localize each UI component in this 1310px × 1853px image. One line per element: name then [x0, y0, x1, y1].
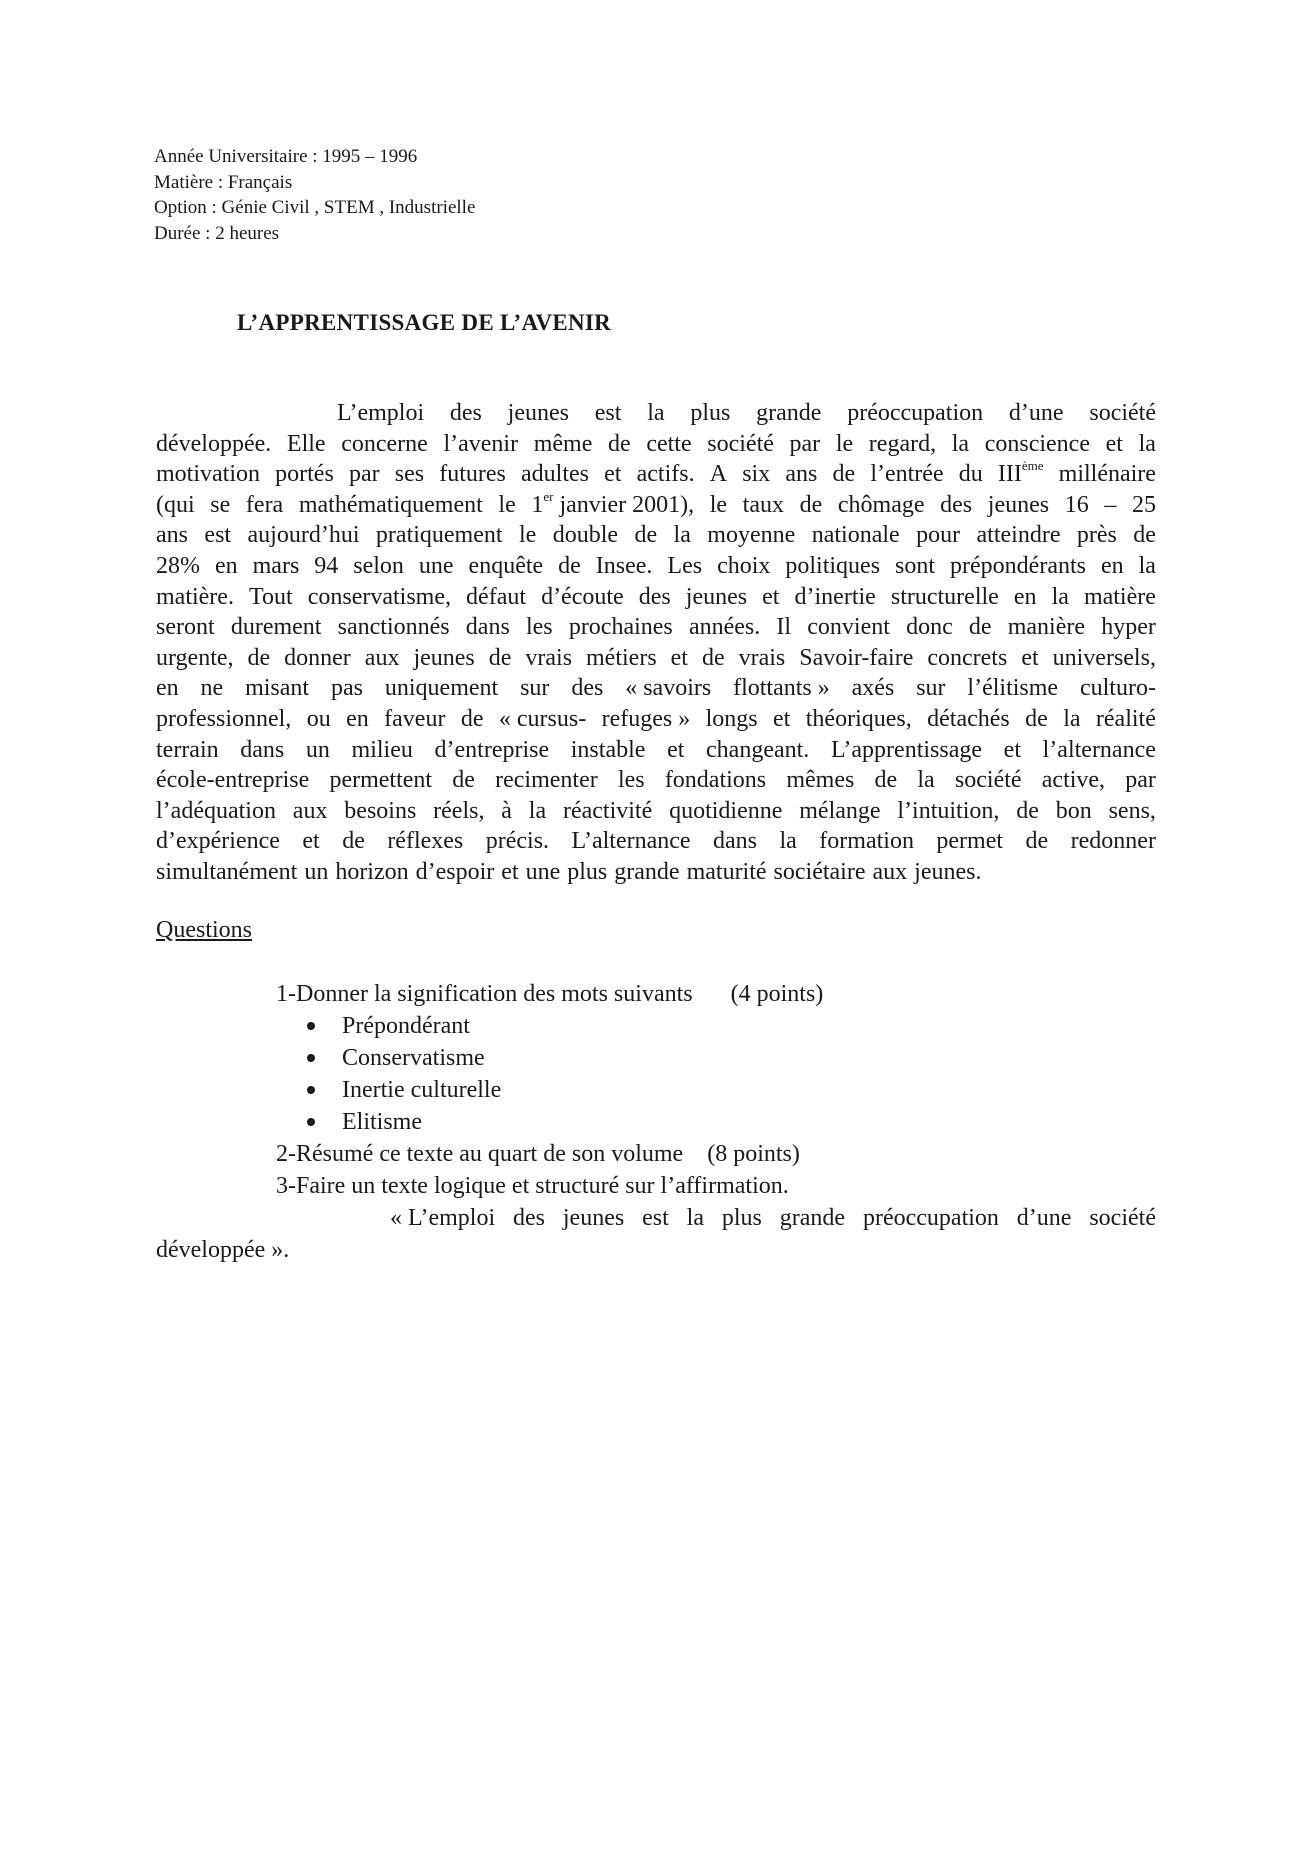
word: donner: [284, 644, 351, 671]
word: la: [528, 797, 547, 824]
questions-heading: Questions: [156, 917, 252, 943]
word: et: [670, 644, 688, 671]
paragraph-line: [156, 704, 1156, 735]
quote-word: plus: [721, 1205, 762, 1231]
word: et: [1105, 430, 1123, 457]
word: la: [1138, 430, 1156, 457]
word: l’avenir: [443, 430, 519, 457]
word: de: [488, 644, 512, 671]
main-paragraph: [156, 398, 1156, 888]
word: Les: [667, 552, 703, 579]
word: des: [571, 675, 604, 702]
word: de: [452, 767, 475, 794]
word: sanctionnés: [337, 614, 450, 641]
word: sur: [520, 675, 550, 702]
word: et: [1003, 736, 1021, 763]
word: cette: [646, 430, 692, 457]
word: d’inertie: [794, 583, 876, 610]
word: et: [667, 736, 685, 763]
quote-word: d’une: [1016, 1205, 1072, 1231]
paragraph-line: [156, 673, 1156, 704]
word: et: [501, 858, 519, 885]
word: par: [789, 430, 821, 457]
duration: Durée : 2 heures: [154, 222, 280, 244]
word: conservatisme,: [307, 583, 451, 610]
question-1-text: 1-Donner la signification des mots suivants: [276, 981, 693, 1007]
word: Insee.: [595, 552, 653, 579]
word: mars: [252, 552, 300, 579]
word: grande: [756, 400, 822, 426]
word: A: [709, 461, 728, 488]
word: pratiquement: [375, 522, 503, 549]
word: refuges »: [601, 705, 691, 732]
word: par: [1125, 767, 1156, 794]
word: des: [940, 491, 973, 518]
word: la: [647, 400, 665, 426]
word: nationale: [811, 522, 900, 549]
word: double: [552, 522, 619, 549]
bullet-icon: [307, 1054, 315, 1062]
word: ans: [785, 461, 818, 488]
bullet-icon: [307, 1118, 315, 1126]
word: d’entreprise: [434, 736, 550, 763]
word: vrais: [525, 644, 573, 671]
word: Il: [776, 614, 792, 641]
word: jeunes: [507, 400, 569, 426]
word: actifs.: [636, 461, 695, 488]
word: matière: [1083, 583, 1156, 610]
word: misant: [245, 675, 310, 702]
word: d’espoir: [415, 858, 495, 885]
word: concrets: [927, 644, 1008, 671]
word: la: [779, 828, 797, 855]
academic-year: Année Universitaire : 1995 – 1996: [154, 146, 418, 167]
word: mathématiquement: [298, 491, 483, 518]
word: de: [968, 614, 992, 641]
word: réalité: [1095, 705, 1156, 732]
word: de: [247, 644, 271, 671]
word: recimenter: [495, 767, 598, 794]
word: l’entrée: [870, 461, 944, 488]
word: des: [638, 583, 671, 610]
word: portés: [275, 461, 334, 488]
word: de: [460, 705, 484, 732]
word: enquête: [468, 552, 544, 579]
word: universels,: [1052, 644, 1156, 671]
millennium-numeral: IIIème: [997, 458, 1044, 488]
word: –: [1104, 491, 1117, 518]
word: grande: [614, 858, 680, 885]
word: société: [707, 430, 774, 457]
word: maturité: [686, 858, 767, 885]
bullet-item: [276, 1042, 823, 1074]
bullet-item: [276, 1074, 823, 1106]
word: bon: [1055, 797, 1092, 824]
paragraph-line: [156, 826, 1156, 857]
word: fera: [245, 491, 284, 518]
word: le: [498, 491, 516, 518]
word: « cursus-: [498, 705, 587, 732]
paragraph-line: [156, 490, 1156, 521]
question-2-text: 2-Résumé ce texte au quart de son volume: [276, 1141, 684, 1167]
word: donc: [906, 614, 953, 641]
question-3: 3-Faire un texte logique et structuré sur l’affirmation.: [276, 1173, 789, 1199]
paragraph-line: [156, 612, 1156, 643]
word: active,: [1041, 767, 1106, 794]
word: de: [558, 552, 581, 579]
subject: Matière : Français: [154, 171, 293, 193]
word: matière.: [156, 583, 234, 610]
word: un: [304, 858, 329, 885]
questions-list: [276, 978, 823, 1202]
word: selon: [353, 552, 404, 579]
word: aux: [872, 858, 908, 885]
word: concerne: [341, 430, 428, 457]
word: société: [954, 767, 1022, 794]
word: près: [1076, 522, 1117, 549]
bullet-item: [276, 1010, 823, 1042]
word: la: [1051, 583, 1069, 610]
word: pour: [916, 522, 961, 549]
quote-end: développée ».: [156, 1237, 290, 1263]
word: flottants »: [733, 675, 830, 702]
word: mélange: [799, 797, 881, 824]
date-ordinal: 1er janvier 2001),: [531, 488, 695, 518]
word: en: [214, 552, 238, 579]
word: Savoir-faire: [799, 644, 914, 671]
word: défaut: [466, 583, 527, 610]
word: convient: [807, 614, 890, 641]
word: à: [501, 797, 512, 824]
quote-word: jeunes: [562, 1205, 625, 1231]
word: d’écoute: [541, 583, 624, 610]
exam-header: [154, 144, 475, 246]
word: est: [594, 400, 622, 426]
word: l’élitisme: [967, 675, 1059, 702]
word: d’une: [1008, 400, 1064, 426]
word: années.: [688, 614, 761, 641]
quote-word: des: [513, 1205, 545, 1231]
word: du: [958, 461, 983, 488]
quote-line: [156, 1202, 1156, 1234]
word: de: [634, 522, 658, 549]
word: vrais: [738, 644, 786, 671]
word: l’adéquation: [156, 797, 276, 824]
word: fondations: [664, 767, 767, 794]
word: pas: [330, 675, 363, 702]
word: hyper: [1101, 614, 1156, 641]
word: métiers: [586, 644, 657, 671]
word: 25: [1131, 491, 1156, 518]
word: prochaines: [568, 614, 673, 641]
word: de: [342, 828, 365, 855]
word: faveur: [384, 705, 446, 732]
word: de: [874, 767, 898, 794]
word: et: [773, 705, 791, 732]
word: réels,: [433, 797, 485, 824]
word: longs: [705, 705, 758, 732]
word: en: [1100, 552, 1124, 579]
word: quotidienne: [669, 797, 783, 824]
word: jeunes: [413, 644, 475, 671]
word: dans: [240, 736, 285, 763]
word: de: [832, 461, 856, 488]
word: culturo-: [1079, 675, 1156, 702]
word: l’alternance: [1042, 736, 1156, 763]
paragraph-line: [156, 459, 1156, 490]
word: uniquement: [384, 675, 499, 702]
word: le: [518, 522, 537, 549]
document-title: L’APPRENTISSAGE DE L’AVENIR: [237, 310, 612, 335]
word: professionnel,: [156, 705, 292, 732]
word: sont: [895, 552, 936, 579]
word: en: [346, 705, 369, 732]
word: ans: [156, 522, 188, 549]
word: aux: [292, 797, 328, 824]
word: société: [1089, 400, 1156, 426]
bullet-icon: [307, 1086, 315, 1094]
word: (qui: [156, 491, 195, 518]
word: atteindre: [976, 522, 1061, 549]
word: changeant.: [706, 736, 810, 763]
word: conscience: [984, 430, 1090, 457]
word: permet: [936, 828, 1004, 855]
word: les: [525, 614, 553, 641]
paragraph-line: [156, 398, 1156, 429]
bullet-label: Conservatisme: [342, 1045, 485, 1071]
word: 28%: [156, 552, 200, 579]
word: ou: [306, 705, 331, 732]
word: « savoirs: [625, 675, 712, 702]
paragraph-line: [156, 857, 1156, 888]
word: futures: [439, 461, 506, 488]
word: motivation: [156, 461, 260, 488]
bullet-label: Prépondérant: [342, 1013, 470, 1039]
word: formation: [819, 828, 914, 855]
word: la: [951, 430, 970, 457]
word: millénaire: [1058, 461, 1156, 488]
word: milieu: [351, 736, 413, 763]
word: mêmes: [786, 767, 855, 794]
word: besoins: [344, 797, 417, 824]
word: urgente,: [156, 644, 234, 671]
word: axés: [851, 675, 895, 702]
word: manière: [1007, 614, 1086, 641]
question-2-points: (8 points): [707, 1141, 800, 1167]
word: sur: [916, 675, 946, 702]
word: de: [799, 491, 823, 518]
question-1: [276, 978, 823, 1010]
word: même: [533, 430, 593, 457]
paragraph-line: [156, 765, 1156, 796]
word: précis.: [485, 828, 550, 855]
word: dans: [465, 614, 510, 641]
word: 16: [1064, 491, 1089, 518]
question-1-points: (4 points): [730, 981, 824, 1007]
word: moyenne: [707, 522, 796, 549]
question-2: [276, 1138, 823, 1170]
word: réactivité: [562, 797, 653, 824]
word: chômage: [837, 491, 925, 518]
word: de: [701, 644, 725, 671]
word: politiques: [785, 552, 881, 579]
word: et: [604, 461, 622, 488]
word: le: [709, 491, 728, 518]
word: ses: [394, 461, 425, 488]
word: choix: [717, 552, 771, 579]
bullet-item: [276, 1106, 823, 1138]
option: Option : Génie Civil , STEM , Industrielle: [154, 197, 476, 218]
word: Tout: [249, 583, 293, 610]
word: instable: [570, 736, 646, 763]
word: de: [1025, 828, 1049, 855]
paragraph-line: [156, 551, 1156, 582]
word: et: [302, 828, 320, 855]
quote-word: « L’emploi: [390, 1205, 496, 1231]
word: une: [418, 552, 454, 579]
word: plus: [690, 400, 731, 426]
word: prépondérants: [950, 552, 1086, 579]
word: ne: [200, 675, 224, 702]
word: jeunes: [685, 583, 748, 610]
word: aujourd’hui: [247, 522, 360, 549]
word: la: [1063, 705, 1081, 732]
word: structurelle: [890, 583, 999, 610]
word: 94: [314, 552, 339, 579]
word: une: [525, 858, 561, 885]
word: de: [608, 430, 631, 457]
word: durement: [230, 614, 322, 641]
word: dans: [713, 828, 758, 855]
word: Elle: [286, 430, 326, 457]
word: est: [204, 522, 232, 549]
word: théoriques,: [805, 705, 912, 732]
quote-word: préoccupation: [862, 1205, 999, 1231]
word: se: [210, 491, 231, 518]
quote-word: est: [642, 1205, 669, 1231]
word: école-entreprise: [156, 767, 310, 794]
word: plus: [567, 858, 608, 885]
word: jeunes.: [914, 858, 982, 885]
word: sens,: [1108, 797, 1156, 824]
word: par: [348, 461, 380, 488]
word: un: [305, 736, 330, 763]
word: l’intuition,: [897, 797, 1000, 824]
word: horizon: [335, 858, 409, 885]
word: L’alternance: [571, 828, 691, 855]
word: et: [1021, 644, 1039, 671]
word: la: [1138, 552, 1156, 579]
paragraph-line: [156, 643, 1156, 674]
bullet-label: Inertie culturelle: [342, 1077, 502, 1103]
word: en: [156, 675, 179, 702]
word: la: [917, 767, 935, 794]
word: le: [835, 430, 854, 457]
word: développée.: [156, 430, 272, 457]
word: aux: [364, 644, 400, 671]
word: les: [617, 767, 645, 794]
paragraph-line: [156, 735, 1156, 766]
word: la: [673, 522, 691, 549]
paragraph-line: [156, 429, 1156, 460]
word: en: [1013, 583, 1037, 610]
word: permettent: [329, 767, 433, 794]
quote-word: société: [1089, 1205, 1156, 1231]
paragraph-line: [156, 582, 1156, 613]
word: adultes: [521, 461, 589, 488]
word: seront: [156, 614, 215, 641]
word: L’emploi: [337, 400, 425, 426]
quote-word: grande: [779, 1205, 846, 1231]
word: taux: [742, 491, 784, 518]
word: regard,: [868, 430, 937, 457]
word: d’expérience: [156, 828, 280, 855]
word: simultanément: [156, 858, 298, 885]
word: redonner: [1070, 828, 1156, 855]
word: réflexes: [387, 828, 464, 855]
paragraph-line: [156, 520, 1156, 551]
word: six: [742, 461, 771, 488]
word: L’apprentissage: [830, 736, 983, 763]
word: des: [449, 400, 482, 426]
word: préoccupation: [847, 400, 984, 426]
word: de: [1133, 522, 1156, 549]
word: de: [1025, 705, 1048, 732]
word: de: [1016, 797, 1039, 824]
word: sociétaire: [773, 858, 866, 885]
paragraph-line: [156, 796, 1156, 827]
quote-word: la: [686, 1205, 704, 1231]
word: et: [762, 583, 780, 610]
word: terrain: [156, 736, 219, 763]
word: détachés: [927, 705, 1010, 732]
bullet-icon: [307, 1022, 315, 1030]
bullet-label: Elitisme: [342, 1109, 422, 1135]
word: jeunes: [987, 491, 1050, 518]
